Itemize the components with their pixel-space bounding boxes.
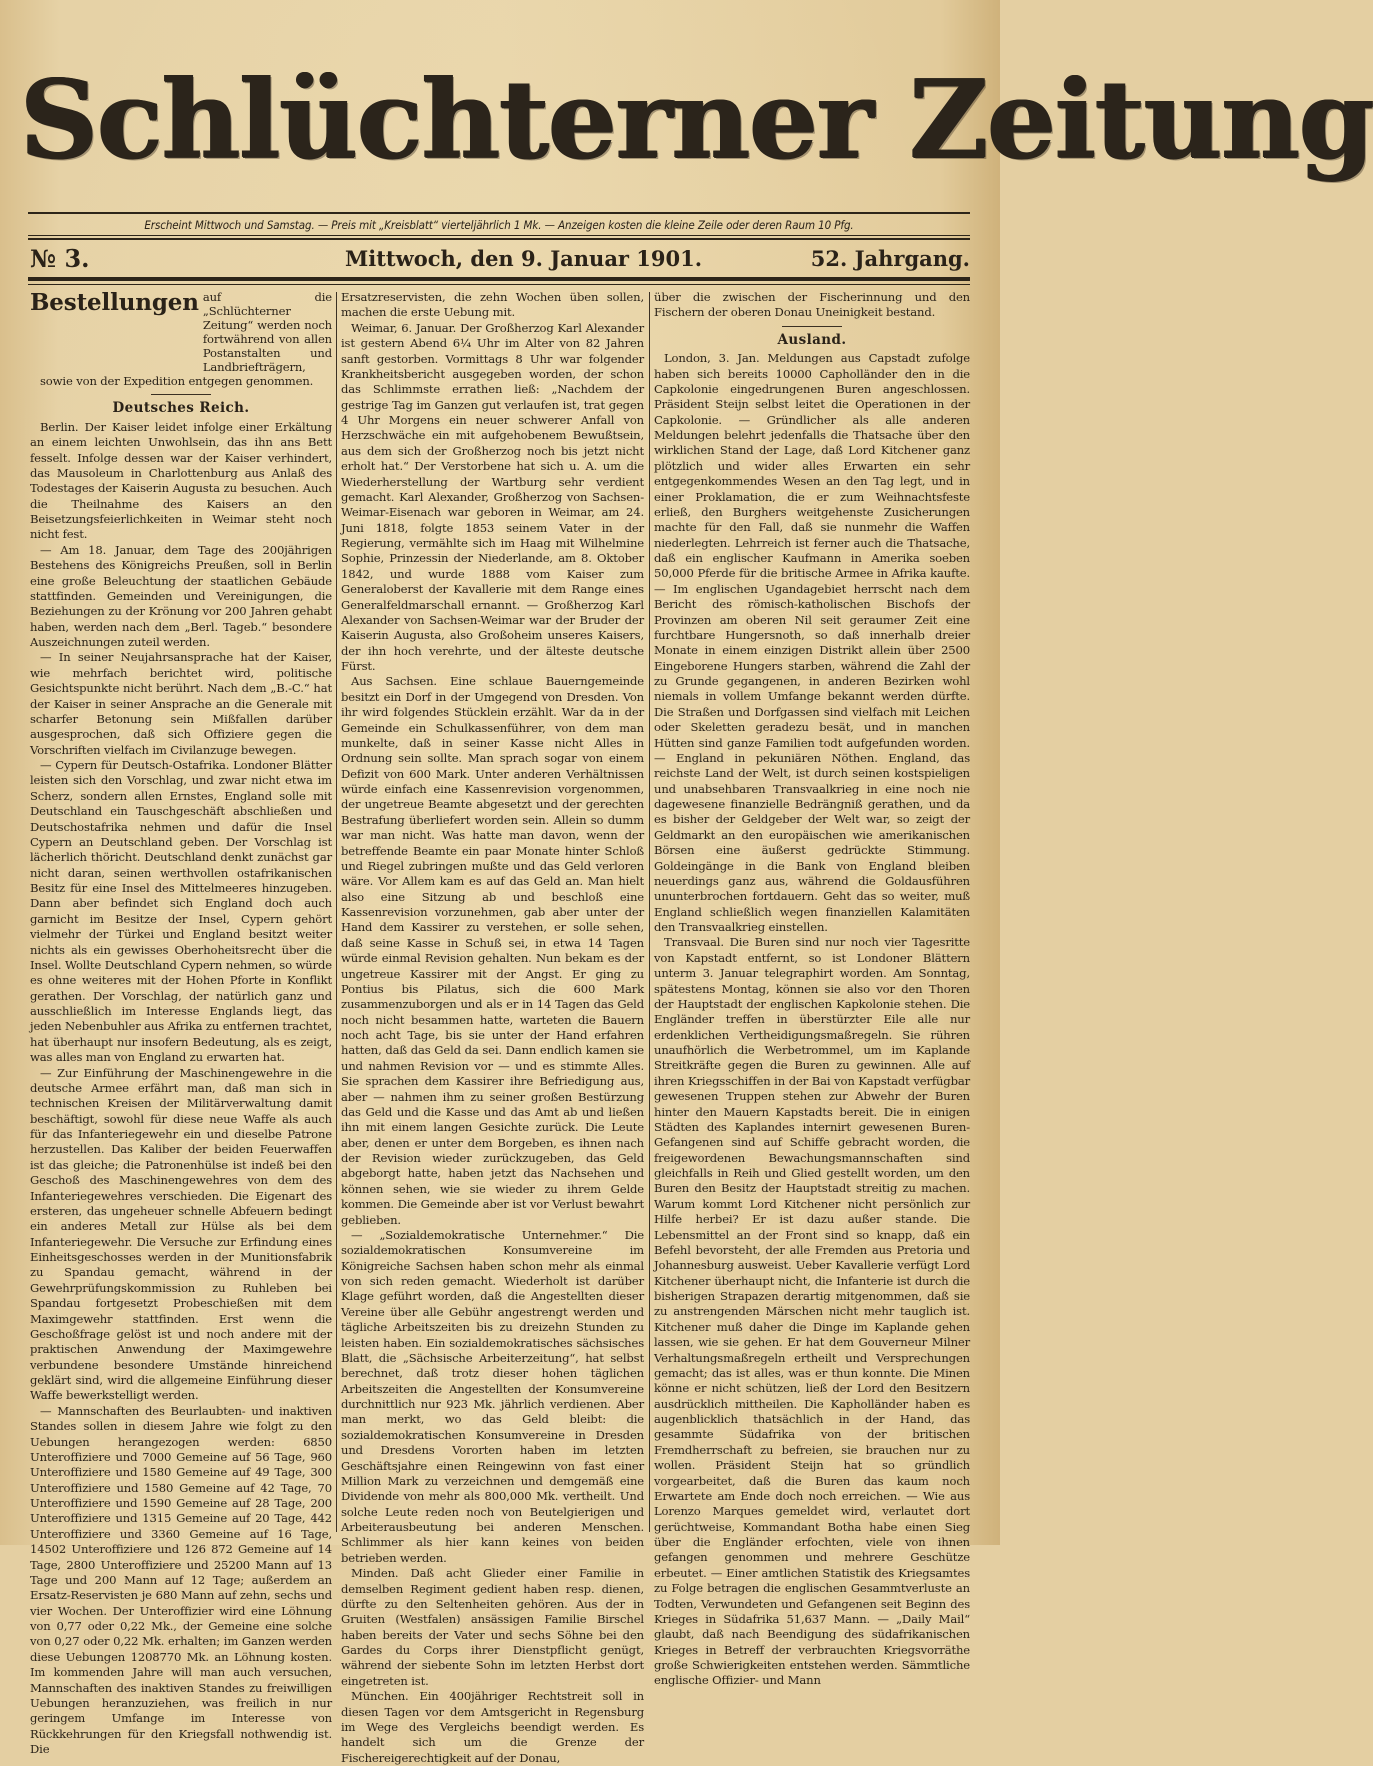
article-paragraph: — In seiner Neujahrsansprache hat der Kaiser, wie mehrfach berichtet wird, politische Gesichtspunkte nicht berührt. Nach dem „B.-C.“ hat der Kaiser in seiner Ansprache an die Generale mit scharfer Betonung sein Mißfallen darüber ausgesprochen, daß sich Offiziere gegen die Vorschriften vielfach im Civilanzuge bewegen. [30, 650, 332, 757]
article-paragraph: Weimar, 6. Januar. Der Großherzog Karl Alexander ist gestern Abend 6¼ Uhr im Alter von 82 Jahren sanft gestorben. Vormittags 8 Uhr war folgender Krankheitsbericht ausgegeben worden, der schon das Schlimmste errathen ließ: „Nachdem der gestrige Tag im Ganzen gut verlaufen ist, trat gegen 4 Uhr Morgens ein neuer schwerer Anfall von Herzschwäche ein mit aufgehobenem Bewußtsein, aus dem sich der Großherzog noch bis jetzt nicht erholt hat.“ Der Verstorbene hat sich u. A. um die Wiederherstellung der Wartburg sehr verdient gemacht. Karl Alexander, Großherzog von Sachsen-Weimar-Eisenach war geboren in Weimar, am 24. Juni 1818, folgte 1853 seinem Vater in der Regierung, vermählte sich im Haag mit Wilhelmine Sophie, Prinzessin der Niederlande, am 8. Oktober 1842, und wurde 1888 vom Kaiser zum Generaloberst der Kavallerie mit dem Range eines Generalfeldmarschall ernannt. — Großherzog Karl Alexander von Sachsen-Weimar war der Bruder der Kaiserin Augusta, also Großoheim unseres Kaisers, der ihn hoch verehrte, und der älteste deutsche Fürst. [341, 320, 644, 673]
article-paragraph: Ersatzreservisten, die zehn Wochen üben sollen, machen die erste Uebung mit. [341, 290, 644, 320]
column-1 [30, 289, 332, 1756]
article-paragraph: über die zwischen der Fischerinnung und den Fischern der oberen Donau Uneinigkeit bestand. [654, 290, 970, 320]
section-heading-ausland: Ausland. [777, 331, 847, 348]
subscription-notice [30, 290, 332, 374]
column-2 [341, 290, 644, 1765]
issue-date: Mittwoch, den 9. Januar 1901. [345, 246, 703, 271]
subscription-notice-title: Bestellungen [30, 289, 199, 316]
heavy-rule [28, 277, 970, 281]
article-paragraph: London, 3. Jan. Meldungen aus Capstadt zufolge haben sich bereits 10000 Capholländer den in die Capkolonie eingedrungenen Buren angeschlossen. Präsident Steijn selbst leitet die Operationen in der Capkolonie. — Gründlicher als alle anderen Meldungen belehrt jedenfalls die Thatsache über den wirklichen Stand der Lage, daß Lord Kitchener ganz plötzlich und wider alles Erwarten ein sehr entgegenkommendes Wesen an den Tag legt, und in einer Proklamation, die er zum Weihnachtsfeste erließ, den Burghers weitgehenste Zusicherungen machte für den Fall, daß sie nunmehr die Waffen niederlegten. Lehrreich ist ferner auch die Thatsache, daß ein englischer Kaufmann in Amerika soeben 50,000 Pferde für die britische Armee in Afrika kaufte. — Im englischen Ugandagebiet herrscht nach dem Bericht des römisch-katholischen Bischofs der Provinzen am oberen Nil seit geraumer Zeit eine furchtbare Hungersnoth, so daß innerhalb dreier Monate in einem einzigen Distrikt allein über 2500 Eingeborene Hungers starben, während die Zahl der zu Grunde gegangenen, in anderen Bezirken wohl niemals in vollem Umfange bekannt werden dürfte. Die Straßen und Dorfgassen sind vielfach mit Leichen oder Skeletten geradezu besät, und in manchen Hütten sind ganze Familien todt aufgefunden worden. — England in pekuniären Nöthen. England, das reichste Land der Welt, ist durch seinen kostspieligen und unabsehbaren Transvaalkrieg in eine noch nie dagewesene finanzielle Bedrängniß gerathen, und da es bisher der Geldgeber der Welt war, so zeigt der Geldmarkt an den europäischen wie amerikanischen Börsen eine äußerst gedrückte Stimmung. Goldeingänge in die Bank von England bleiben neuerdings ganz aus, während die Goldausführen ununterbrochen fortdauern. Geht das so weiter, muß England schließlich wegen finanziellen Kalamitäten den Transvaalkrieg einstellen. [654, 351, 970, 934]
thick-rule [28, 238, 970, 240]
section-heading-deutsches-reich: Deutsches Reich. [112, 400, 250, 417]
separator [151, 394, 211, 395]
article-paragraph: — Cypern für Deutsch-Ostafrika. Londoner Blätter leisten sich den Vorschlag, und zwar nicht etwa im Scherz, sondern allen Ernstes, England solle mit Deutschland ein Tauschgeschäft abschließen und Deutschostafrika nehmen und dafür die Insel Cypern an Deutschland geben. Der Vorschlag ist lächerlich thöricht. Deutschland denkt zunächst gar nicht daran, seinen werthvollen ostafrikanischen Besitz für eine Insel des Mittelmeeres hinzugeben. Dann aber befindet sich England doch auch garnicht im Besitze der Insel, Cypern gehört vielmehr der Türkei und England besitzt weiter nichts als ein gewisses Oberhoheitsrecht über die Insel. Wollte Deutschland Cypern nehmen, so würde es ohne weiteres mit der Hohen Pforte in Konflikt gerathen. Der Vorschlag, der natürlich ganz und ausschließlich im Interesse Englands liegt, das jeden Nebenbuhler aus Afrika zu entfernen trachtet, hat überhaupt nur insofern Bedeutung, als es zeigt, was alles man von England zu erwarten hat. [30, 758, 332, 1065]
separator [782, 326, 842, 327]
issue-number: № 3. [30, 244, 90, 273]
column-3 [654, 290, 970, 1688]
subscription-notice-rest: sowie von der Expedition entgegen genommen. [40, 374, 314, 388]
article-paragraph: Aus Sachsen. Eine schlaue Bauerngemeinde besitzt ein Dorf in der Umgegend von Dresden. Von ihr wird folgendes Stücklein erzählt. War da in der Gemeinde ein Schulkassenführer, von dem man munkelte, daß in seiner Kasse nicht Alles in Ordnung sein sollte. Man sprach sogar von einem Defizit von 600 Mark. Unter anderen Verhältnissen würde einfach eine Kassenrevision vorgenommen, der ungetreue Beamte abgesetzt und der gerechten Bestrafung überliefert worden sein. Allein so dumm war man nicht. Was hatte man davon, wenn der betreffende Beamte ein paar Monate hinter Schloß und Riegel zubringen mußte und das Geld verloren wäre. Vor Allem kam es auf das Geld an. Man hielt also eine Sitzung ab und beschloß eine Kassenrevision vorzunehmen, gab aber unter der Hand dem Kassirer zu verstehen, er solle sehen, daß seine Kasse in Schuß sei, in etwa 14 Tagen würde einmal Revision gehalten. Nun bekam es der ungetreue Kassirer mit der Angst. Er ging zu Pontius bis Pilatus, sich die 600 Mark zusammenzuborgen und als er in 14 Tagen das Geld noch nicht besammen hatte, warteten die Bauern noch acht Tage, bis sie unter der Hand erfahren hatten, daß das Geld da sei. Dann endlich kamen sie und nahmen Revision vor — und es stimmte Alles. Sie sprachen dem Kassirer ihre Befriedigung aus, aber — nahmen ihm zu seiner großen Bestürzung das Geld und die Kasse und das Amt ab und ließen ihn mit einem langen Gesichte zurück. Die Leute aber, denen er unter dem Borgeben, es ihnen nach der Revision wieder zurückzugeben, das Geld abgeborgt hatte, haben jetzt das Nachsehen und können sehen, wie sie wieder zu ihrem Gelde kommen. Die Gemeinde aber ist vor Verlust bewahrt geblieben. [341, 674, 644, 1227]
article-paragraph: Minden. Daß acht Glieder einer Familie in demselben Regiment gedient haben resp. dienen, dürfte zu den Seltenheiten gehören. Aus der in Gruiten (Westfalen) ansässigen Familie Birschel haben bereits der Vater und sechs Söhne bei den Gardes du Corps ihrer Dienstpflicht genügt, während der siebente Sohn im letzten Herbst dort eingetreten ist. [341, 1566, 644, 1688]
column-divider [336, 292, 337, 1532]
volume-year: 52. Jahrgang. [810, 246, 970, 271]
article-paragraph: Transvaal. Die Buren sind nur noch vier Tagesritte von Kapstadt entfernt, so ist Londoner Blättern unterm 3. Januar telegraphirt worden. Am Sonntag, spätestens Montag, können sie also vor den Thoren der Hauptstadt der englischen Kapkolonie stehen. Die Engländer treffen in überstürzter Eile alle nur erdenklichen Vertheidigungsmaßregeln. Sie rühren unaufhörlich die Werbetrommel, um im Kaplande Streitkräfte gegen die Buren zu gewinnen. Alle auf ihren Kriegsschiffen in der Bai von Kapstadt verfügbar gewesenen Truppen stehen zur Abwehr der Buren hinter den Mauern Kapstadts bereit. Die in einigen Städten des Kaplandes internirt gewesenen Buren-Gefangenen sind auf Schiffe gebracht worden, die freigewordenen Bewachungsmannschaften sind gleichfalls in Reih und Glied gestellt worden, um den Buren den Besitz der Hauptstadt streitig zu machen. Warum kommt Lord Kitchener nicht persönlich zur Hilfe herbei? Er ist dazu außer stande. Die Lebensmittel an der Front sind so knapp, daß ein Befehl bevorsteht, der alle Fremden aus Pretoria und Johannesburg ausweist. Ueber Kavallerie verfügt Lord Kitchener überhaupt nicht, die Infanterie ist durch die bisherigen Strapazen derartig mitgenommen, daß sie zu anstrengenden Märschen nicht mehr tauglich ist. Kitchener muß daher die Dinge im Kaplande gehen lassen, wie sie gehen. Er hat dem Gouverneur Milner Verhaltungsmaßregeln ertheilt und Versprechungen gemacht; das ist alles, was er thun konnte. Die Minen könne er nicht schützen, ließ der Lord den Besitzern ausdrücklich mittheilen. Die Kapholländer haben es augenblicklich thatsächlich in der Hand, das gesammte Südafrika von der britischen Fremdherrschaft zu befreien, sie brauchen nur zu wollen. Präsident Steijn hat so gründlich vorgearbeitet, daß die Buren das kaum noch Erwartete am Ende doch noch erreichen. — Wie aus Lorenzo Marques gemeldet wird, verlautet dort gerüchtweise, Kommandant Botha habe einen Sieg über die Engländer erfochten, viele von ihnen gefangen genommen und mehrere Geschütze erbeutet. — Einer amtlichen Statistik des Kriegsamtes zu Folge betragen die englischen Gesammtverluste an Todten, Verwundeten und Gefangenen seit Beginn des Krieges in Südafrika 51,637 Mann. — „Daily Mail“ glaubt, daß nach Beendigung des südafrikanischen Krieges in Betreff der verbrauchten Kriegsvorräthe große Schwierigkeiten entstehen werden. Sämmtliche englische Offizier- und Mann [654, 935, 970, 1688]
masthead-title: Schlüchterner Zeitung [20, 57, 1373, 183]
article-paragraph: Berlin. Der Kaiser leidet infolge einer Erkältung an einem leichten Unwohlsein, das ihn ans Bett fesselt. Infolge dessen war der Kaiser verhindert, das Mausoleum in Charlottenburg aus Anlaß des Todestages der Kaiserin Augusta zu besuchen. Auch die Theilnahme des Kaisers an den Beisetzungsfeierlichkeiten in Weimar steht noch nicht fest. [30, 419, 332, 542]
hairline-rule [28, 284, 970, 285]
thin-rule [28, 235, 970, 236]
article-paragraph: München. Ein 400jähriger Rechtstreit soll in diesen Tagen vor dem Amtsgericht in Regensburg im Wege des Vergleichs beendigt werden. Es handelt sich um die Grenze der Fischereigerechtigkeit auf der Donau, [341, 1689, 644, 1765]
masthead-rule [28, 212, 970, 214]
subscription-line: Erscheint Mittwoch und Samstag. — Preis mit „Kreisblatt“ vierteljährlich 1 Mk. — Anzeigen kosten die kleine Zeile oder deren Raum 10 Pfg. [144, 218, 854, 232]
subscription-notice-text: auf die „Schlüchterner Zeitung“ werden noch fortwährend von allen Postanstalten und Landbriefträgern, [202, 290, 332, 374]
article-paragraph: — Am 18. Januar, dem Tage des 200jährigen Bestehens des Königreichs Preußen, soll in Berlin eine große Beleuchtung der staatlichen Gebäude stattfinden. Gemeinden und Vereinigungen, die Beziehungen zu der Krönung vor 200 Jahren gehabt haben, werden nach dem „Berl. Tageb.“ besondere Auszeichnungen zuteil werden. [30, 542, 332, 649]
article-paragraph: — „Sozialdemokratische Unternehmer.“ Die sozialdemokratischen Konsumvereine im Königreiche Sachsen haben schon mehr als einmal von sich reden gemacht. Wiederholt ist darüber Klage geführt worden, daß die Angestellten dieser Vereine über alle Gebühr angestrengt werden und tägliche Arbeitszeiten bis zu dreizehn Stunden zu leisten haben. Ein sozialdemokratisches sächsisches Blatt, die „Sächsische Arbeiterzeitung“, hat selbst berechnet, daß trotz dieser hohen täglichen Arbeitszeiten die Angestellten der Konsumvereine durchnittlich nur 923 Mk. jährlich verdienen. Aber man merkt, wo das Geld bleibt: die sozialdemokratischen Konsumvereine in Dresden und Dresdens Vororten haben im letzten Geschäftsjahre einen Reingewinn von fast einer Million Mark zu verzeichnen und demgemäß eine Dividende von mehr als 800,000 Mk. vertheilt. Und solche Leute reden noch von Beutelgierigen und Arbeiterausbeutung bei anderen Menschen. Schlimmer als hier kann keines von beiden betrieben werden. [341, 1227, 644, 1565]
article-paragraph: — Zur Einführung der Maschinengewehre in die deutsche Armee erfährt man, daß man sich in technischen Kreisen der Militärverwaltung damit beschäftigt, sowohl für diese neue Waffe als auch für das Infanteriegewehr ein und dieselbe Patrone herzustellen. Das Kaliber der beiden Feuerwaffen ist das gleiche; die Patronenhülse ist indeß bei den Geschoß des Maschinengewehres von dem des Infanteriegewehres verschieden. Die Eigenart des ersteren, das ungeheuer schnelle Abfeuern bedingt ein anderes Metall zur Hülse als bei dem Infanteriegewehr. Die Versuche zur Erfindung eines Einheitsgeschosses werden in der Munitionsfabrik zu Spandau gemacht, während in der Gewehrprüfungskommission zu Ruhleben bei Spandau fortgesetzt Probeschießen mit dem Maximgewehr stattfinden. Erst wenn die Geschoßfrage gelöst ist und noch andere mit der praktischen Anwendung der Maximgewehre verbundene besondere Umstände hinreichend geklärt sind, wird die allgemeine Einführung dieser Waffe bewerkstelligt werden. [30, 1065, 332, 1403]
column-divider [649, 292, 650, 1532]
article-paragraph: — Mannschaften des Beurlaubten- und inaktiven Standes sollen in diesem Jahre wie folgt zu den Uebungen herangezogen werden: 6850 Unteroffiziere und 7000 Gemeine auf 56 Tage, 960 Unteroffiziere und 1580 Gemeine auf 49 Tage, 300 Unteroffiziere und 1580 Gemeine auf 42 Tage, 70 Unteroffiziere und 1590 Gemeine auf 28 Tage, 200 Unteroffiziere und 1315 Gemeine auf 20 Tage, 442 Unteroffiziere und 3360 Gemeine auf 16 Tage, 14502 Unteroffiziere und 126 872 Gemeine auf 14 Tage, 2800 Unteroffiziere und 25200 Mann auf 13 Tage und 200 Mann auf 12 Tage; außerdem an Ersatz-Reservisten je 680 Mann auf zehn, sechs und vier Wochen. Der Unteroffizier wird eine Löhnung von 0,77 oder 0,22 Mk., der Gemeine eine solche von 0,27 oder 0,22 Mk. erhalten; im Ganzen werden diese Uebungen 1208770 Mk. an Löhnung kosten. Im kommenden Jahre will man auch versuchen, Mannschaften des inaktiven Standes zu freiwilligen Uebungen heranzuziehen, was freilich in nur geringem Umfange im Interesse von Rückkehrungen für den Kriegsfall nothwendig ist. Die [30, 1403, 332, 1756]
